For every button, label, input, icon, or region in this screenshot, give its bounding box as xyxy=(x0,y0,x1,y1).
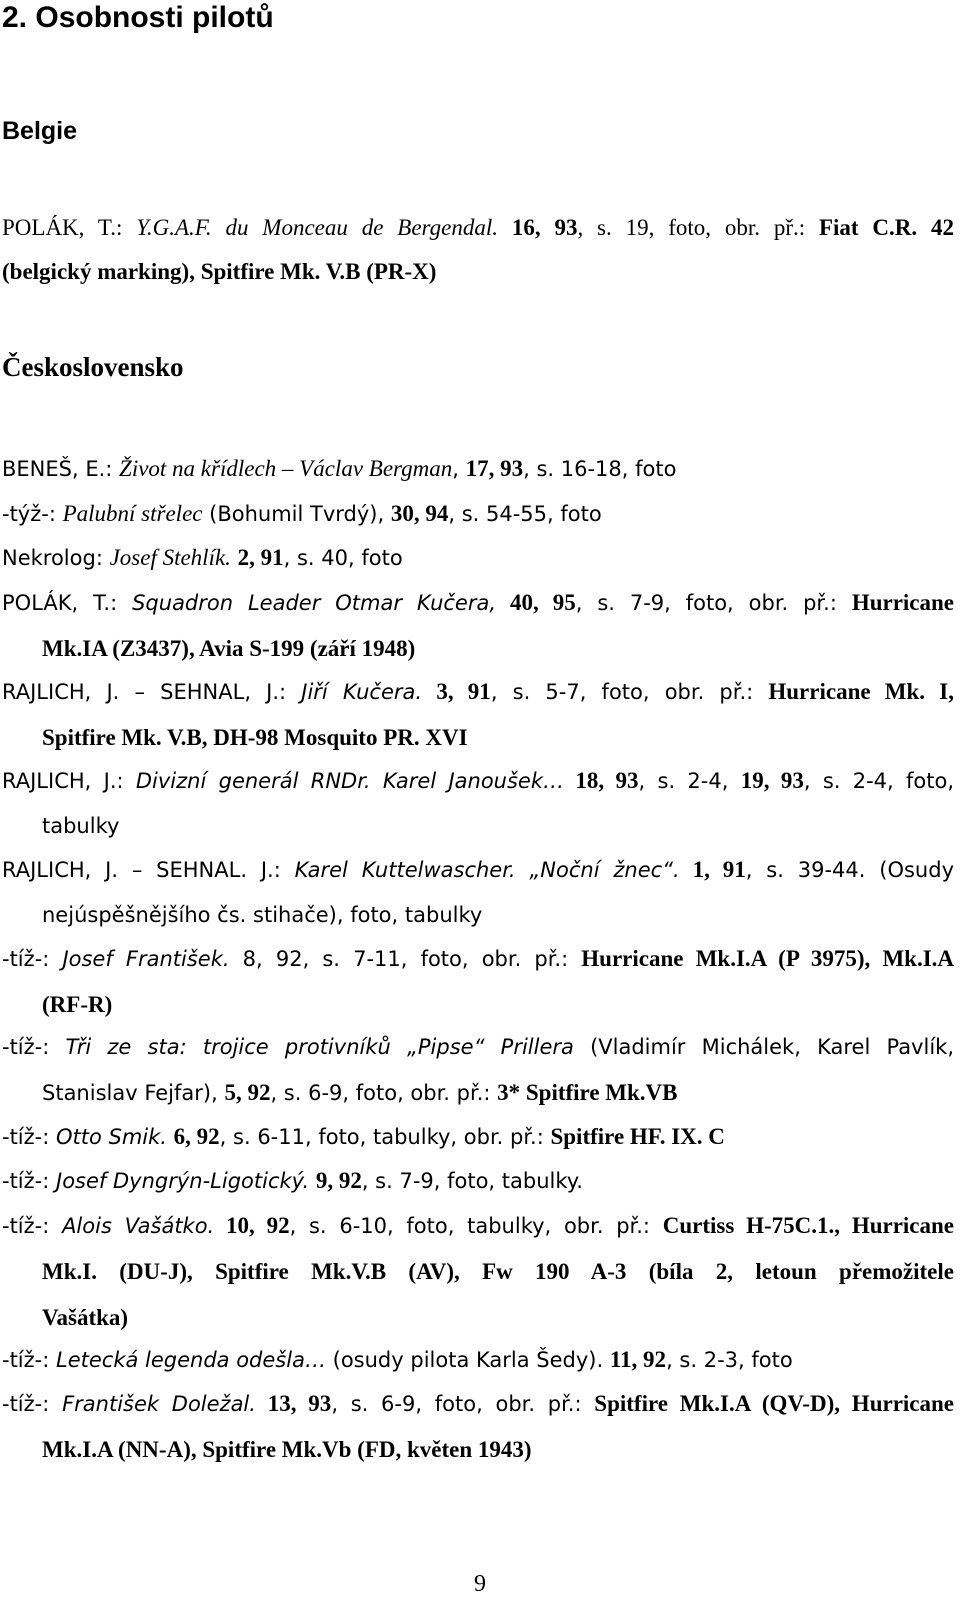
article-title: Otto Smik. xyxy=(56,1125,167,1149)
issue-number: 19, 93 xyxy=(740,768,804,793)
bibliography-entry: -tíž-: Alois Vašátko. 10, 92, s. 6-10, foto, tabulky, obr. př.: Curtiss H-75C.1., Hurricane Mk.I. (DU-J), Spitfire Mk.V.B (AV), Fw 190 A-3 (bíla 2, letoun přemožitele Vašátka) xyxy=(2,1213,955,1330)
issue-number: 5, 92 xyxy=(224,1080,271,1105)
article-title: Josef František. xyxy=(62,947,230,971)
article-title: Jiří Kučera. xyxy=(301,680,423,704)
bibliography-entry: RAJLICH, J.: Divizní generál RNDr. Karel Janoušek… 18, 93, s. 2-4, 19, 93, s. 2-4, foto, tabulky xyxy=(2,768,955,838)
issue-number: 2, 91 xyxy=(237,545,284,570)
issue-number: 1, 91 xyxy=(679,857,746,882)
aircraft-list: Spitfire Mk.I.A (QV-D), Hurricane xyxy=(594,1391,955,1416)
section-heading-belgie: Belgie xyxy=(2,117,78,145)
bibliography-entry: BENEŠ, E.: Život na křídlech – Václav Bergman, 17, 93, s. 16-18, foto xyxy=(2,456,677,481)
issue-number: 6, 92 xyxy=(173,1124,220,1149)
article-title: Divizní generál RNDr. Karel Janoušek… xyxy=(135,769,565,793)
aircraft-list: Mk.IA (Z3437), Avia S-199 (září 1948) xyxy=(42,636,416,661)
page-number: 9 xyxy=(474,1571,486,1597)
bibliography-entry: -tíž-: Tři ze sta: trojice protivníků „Pipse“ Prillera (Vladimír Michálek, Karel Pavlík, Stanislav Fejfar), 5, 92, s. 6-9, foto, obr. př.: 3* Spitfire Mk.VB xyxy=(2,1035,954,1105)
bibliography-entry: -tíž-: Otto Smik. 6, 92, s. 6-11, foto, tabulky, obr. př.: Spitfire HF. IX. C xyxy=(2,1124,725,1149)
issue-number: 18, 93 xyxy=(564,768,639,793)
article-title: Y.G.A.F. du Monceau de Bergendal. xyxy=(136,215,498,240)
aircraft-list: Fiat C.R. 42 xyxy=(818,215,954,240)
issue-number: 3, 91 xyxy=(422,679,491,704)
article-title: Squadron Leader Otmar Kučera, xyxy=(132,591,497,615)
article-title: Život na křídlech – Václav Bergman xyxy=(119,456,453,481)
bibliography-entry: -tíž-: Josef František. 8, 92, s. 7-11, foto, obr. př.: Hurricane Mk.I.A (P 3975), Mk.I.A (RF-R) xyxy=(2,946,954,1017)
bibliography-entry: RAJLICH, J. – SEHNAL, J.: Jiří Kučera. 3, 91, s. 5-7, foto, obr. př.: Hurricane Mk. I, Spitfire Mk. V.B, DH-98 Mosquito PR. XVI xyxy=(2,679,954,750)
article-title: Alois Vašátko. xyxy=(62,1214,215,1238)
article-title: Karel Kuttelwascher. „Noční žnec“. xyxy=(294,858,680,882)
aircraft-list: Mk.I. (DU-J), Spitfire Mk.V.B (AV), Fw 190 A-3 (bíla 2, letoun přemožitele xyxy=(42,1259,954,1284)
article-title: Letecká legenda odešla… xyxy=(56,1348,326,1372)
aircraft-list: Hurricane xyxy=(851,590,955,615)
aircraft-list: Spitfire HF. IX. C xyxy=(550,1124,725,1149)
article-title: Tři ze sta: trojice protivníků „Pipse“ Prillera xyxy=(65,1035,574,1059)
chapter-title: 2. Osobnosti pilotů xyxy=(2,1,274,34)
aircraft-list: (RF-R) xyxy=(42,992,113,1017)
bibliography-entry: -tíž-: Letecká legenda odešla… (osudy pilota Karla Šedy). 11, 92, s. 2-3, foto xyxy=(2,1347,793,1372)
aircraft-list: Hurricane Mk. I, xyxy=(768,679,954,704)
bibliography-entry: -týž-: Palubní střelec (Bohumil Tvrdý), 30, 94, s. 54-55, foto xyxy=(2,501,602,526)
article-title: František Doležal. xyxy=(62,1392,256,1416)
issue-number: 30, 94 xyxy=(390,501,449,526)
aircraft-list: Hurricane Mk.I.A (P 3975), Mk.I.A xyxy=(581,946,954,971)
aircraft-list: Mk.I.A (NN-A), Spitfire Mk.Vb (FD, květen 1943) xyxy=(42,1437,532,1462)
bibliography-entry: POLÁK, T.: Squadron Leader Otmar Kučera, 40, 95, s. 7-9, foto, obr. př.: Hurricane Mk.IA (Z3437), Avia S-199 (září 1948) xyxy=(2,590,955,661)
bibliography-entry: -tíž-: František Doležal. 13, 93, s. 6-9, foto, obr. př.: Spitfire Mk.I.A (QV-D), Hurricane Mk.I.A (NN-A), Spitfire Mk.Vb (FD, květen 1943) xyxy=(2,1391,955,1462)
aircraft-list: Spitfire Mk. V.B, DH-98 Mosquito PR. XVI xyxy=(42,725,468,750)
issue-number: 11, 92 xyxy=(609,1347,667,1372)
section-heading-ceskoslovensko: Československo xyxy=(2,352,184,382)
article-title: Josef Stehlík. xyxy=(109,545,231,570)
bibliography-entry: POLÁK, T.: Y.G.A.F. du Monceau de Bergendal. 16, 93, s. 19, foto, obr. př.: Fiat C.R. 42 (belgický marking), Spitfire Mk. V.B (PR-X) xyxy=(2,215,954,284)
issue-number: 10, 92 xyxy=(214,1213,290,1238)
bibliography-entry: -tíž-: Josef Dyngrýn-Ligotický. 9, 92, s. 7-9, foto, tabulky. xyxy=(2,1168,583,1193)
issue-number: 40, 95 xyxy=(496,590,576,615)
issue-number: 17, 93 xyxy=(465,456,524,481)
aircraft-list: Curtiss H-75C.1., Hurricane xyxy=(662,1213,955,1238)
issue-number: 16, 93 xyxy=(498,215,578,240)
article-title: Palubní střelec xyxy=(62,501,203,526)
issue-number: 13, 93 xyxy=(255,1391,332,1416)
aircraft-list: 3* Spitfire Mk.VB xyxy=(497,1080,678,1105)
aircraft-list: Vašátka) xyxy=(42,1305,129,1330)
bibliography-entry: RAJLICH, J. – SEHNAL. J.: Karel Kuttelwascher. „Noční žnec“. 1, 91, s. 39-44. (Osudy nejúspěšnějšího čs. stihače), foto, tabulky xyxy=(2,857,954,927)
aircraft-list: (belgický marking), Spitfire Mk. V.B (PR-X) xyxy=(2,259,437,284)
article-title: Josef Dyngrýn-Ligotický. xyxy=(56,1169,310,1193)
issue-number: 9, 92 xyxy=(315,1168,362,1193)
bibliography-entry: Nekrolog: Josef Stehlík. 2, 91, s. 40, foto xyxy=(2,545,403,570)
